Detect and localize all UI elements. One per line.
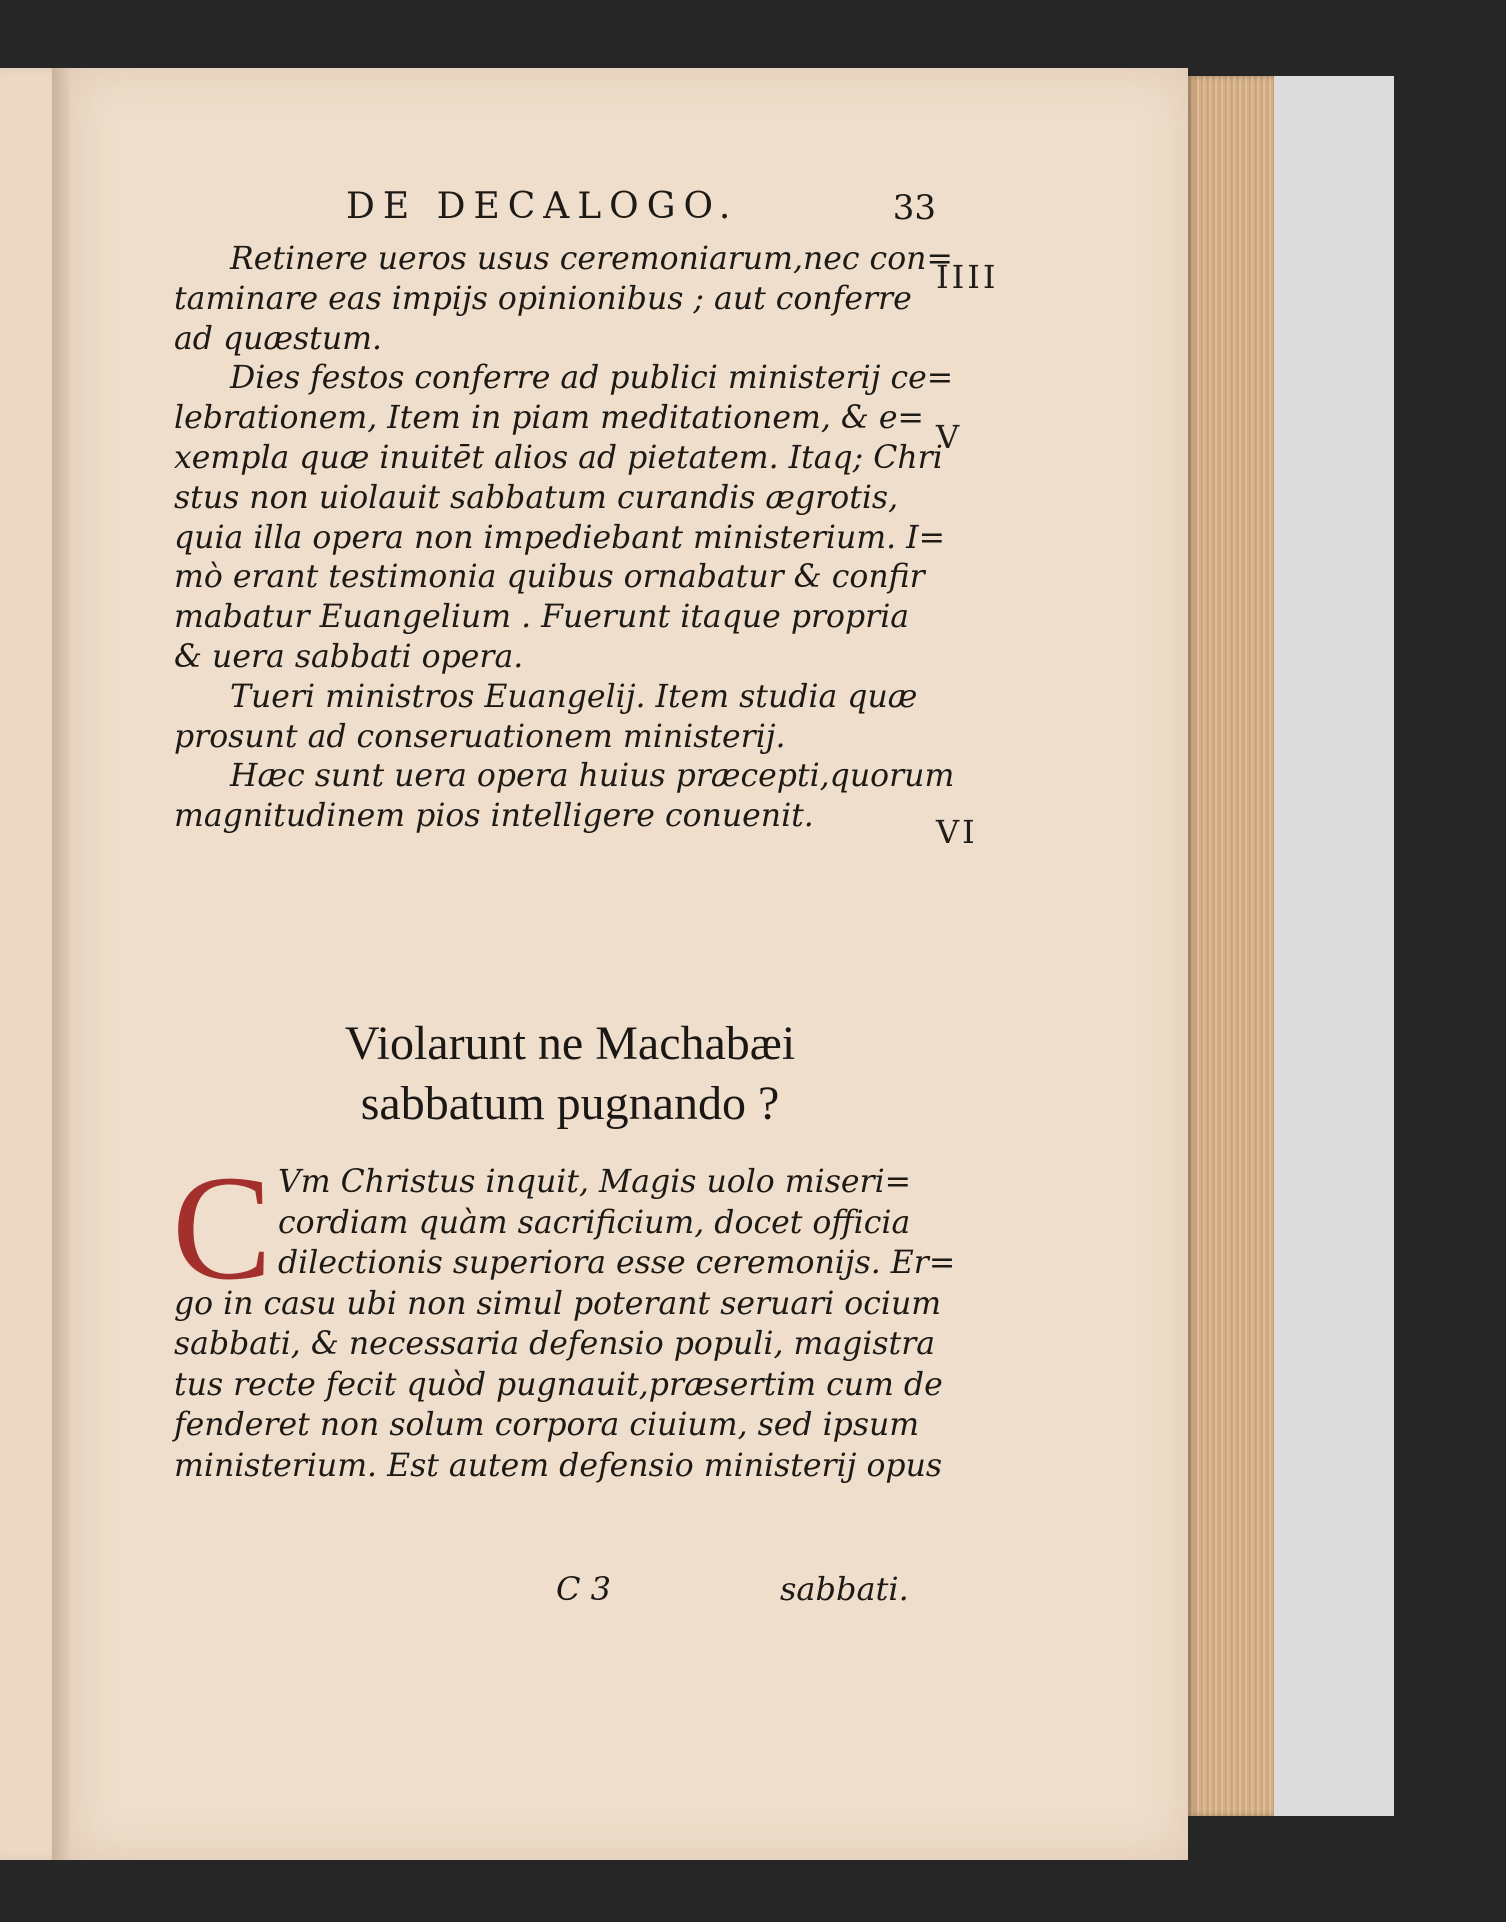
text-line: sabbati, & necessaria defensio populi, magistra [174,1326,936,1362]
margin-number-4: IIII [936,258,999,296]
page-edges [1188,76,1274,1816]
background-card [1270,76,1394,1816]
catchword: sabbati. [780,1570,909,1608]
text-line: Hæc sunt uera opera huius præcepti,quorum [230,758,955,795]
text-line: ministerium. Est autem defensio ministerij opus [174,1447,943,1484]
margin-number-5: V [936,418,963,456]
text-line: Vm Christus inquit, Magis uolo miseri= [278,1164,912,1200]
text-line: quia illa opera non impediebant ministerium. I= [174,519,945,556]
heading-line: Violarunt ne Machabæi [344,1017,796,1070]
drop-capital: C [172,1145,273,1311]
paragraph-5 [172,1145,956,1486]
text-line: lebrationem, Item in piam meditationem, & e= [174,400,924,437]
signature-mark: C 3 [556,1570,612,1608]
page-number: 33 [892,188,936,228]
running-head [346,186,936,236]
text-line: fenderet non solum corpora ciuium, sed ipsum [174,1407,920,1443]
margin-number-6: VI [936,813,978,851]
text-line: Tueri ministros Euangelij. Item studia quæ [230,678,918,715]
text-line: mò erant testimonia quibus ornabatur & confir [174,559,925,596]
text-line: stus non uiolauit sabbatum curandis ægrotis, [174,479,899,516]
paragraph-1 [174,240,953,359]
text-line: go in casu ubi non simul poterant seruari ocium [174,1285,942,1322]
text-line: Retinere ueros usus ceremoniarum,nec con= [230,241,953,277]
text-line: cordiam quàm sacrificium, docet officia [278,1204,911,1241]
paragraph-4 [174,757,955,837]
text-line: & uera sabbati opera. [174,638,524,675]
text-line: xempla quæ inuitēt alios ad pietatem. Itaq; Chri [174,439,943,476]
text-line: dilectionis superiora esse ceremonijs. Er= [278,1245,956,1281]
body-text-upper [174,240,955,837]
text-line: ad quæstum. [174,320,383,357]
text-line: mabatur Euangelium . Fuerunt itaque propria [174,599,910,636]
text-line: Dies festos conferre ad publici ministerij ce= [230,360,954,397]
section-heading [270,1014,870,1134]
running-title: DE DECALOGO. [346,186,739,227]
text-line: magnitudinem pios intelligere conuenit. [174,798,814,835]
paragraph-3 [174,678,934,758]
text-line: prosunt ad conseruationem ministerij. [174,718,786,755]
text-line: taminare eas impijs opinionibus ; aut conferre [174,280,912,317]
heading-line: sabbatum pugnando ? [360,1077,780,1130]
paragraph-2 [174,359,954,677]
text-line: tus recte fecit quòd pugnauit,præsertim cum de [174,1366,943,1403]
